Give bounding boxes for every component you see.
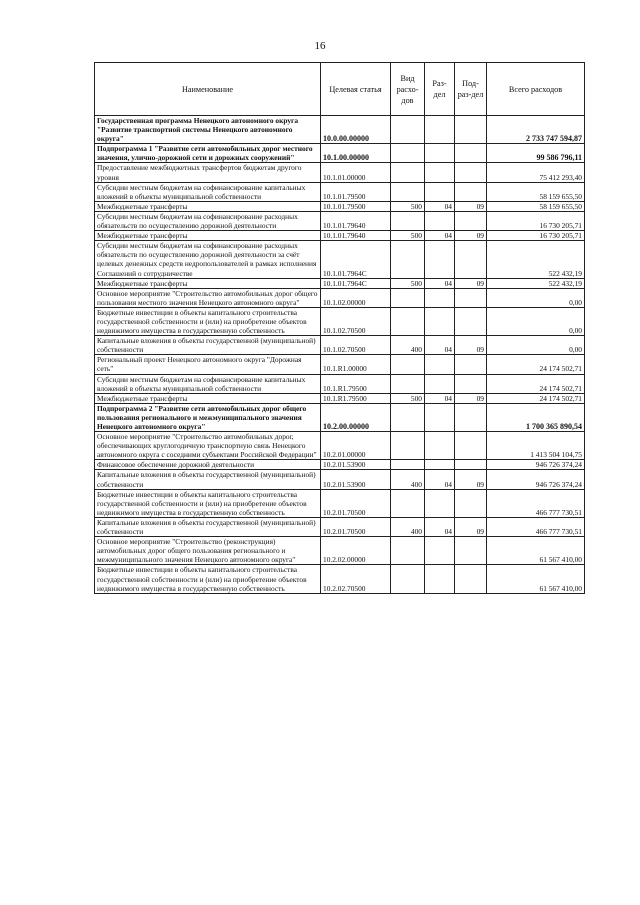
row-code: 10.1.01.79640 xyxy=(321,231,391,241)
row-total: 24 174 502,71 xyxy=(487,355,585,374)
row-section: 04 xyxy=(425,470,455,489)
row-name: Субсидии местным бюджетам на софинансирование капитальных вложений в объекты муниципальной собственности xyxy=(95,182,321,201)
row-total: 24 174 502,71 xyxy=(487,393,585,403)
row-code: 10.1.00.00000 xyxy=(321,144,391,163)
row-code: 10.1.01.79500 xyxy=(321,182,391,201)
row-code: 10.2.00.00000 xyxy=(321,403,391,431)
row-code: 10.2.01.53900 xyxy=(321,470,391,489)
row-section xyxy=(425,241,455,278)
row-kind xyxy=(391,211,425,230)
table-row xyxy=(95,231,585,241)
row-subsection: 09 xyxy=(455,470,487,489)
row-total: 61 567 410,00 xyxy=(487,565,585,593)
row-name: Подпрограмма 2 "Развитие сети автомобильных дорог общего пользования регионального и межмуниципального значения Ненецкого автономного округа" xyxy=(95,403,321,431)
table-row xyxy=(95,163,585,182)
row-total: 99 586 796,11 xyxy=(487,144,585,163)
row-name: Бюджетные инвестиции в объекты капитального строительства государственной собственности и (или) на приобретение объектов недвижимого имущества в государственную собственность xyxy=(95,307,321,335)
table-row xyxy=(95,517,585,536)
row-kind xyxy=(391,537,425,565)
row-subsection xyxy=(455,241,487,278)
row-code: 10.2.01.70500 xyxy=(321,489,391,517)
header-code: Целевая статья xyxy=(321,63,391,116)
row-code: 10.1.R1.79500 xyxy=(321,393,391,403)
row-total: 946 726 374,24 xyxy=(487,460,585,470)
table-row xyxy=(95,278,585,288)
table-row xyxy=(95,403,585,431)
row-code: 10.1.01.7964С xyxy=(321,278,391,288)
row-subsection xyxy=(455,211,487,230)
row-name: Бюджетные инвестиции в объекты капитального строительства государственной собственности и (или) на приобретение объектов недвижимого имущества в государственную собственность xyxy=(95,565,321,593)
row-subsection xyxy=(455,163,487,182)
row-kind xyxy=(391,489,425,517)
row-name: Подпрограмма 1 "Развитие сети автомобильных дорог местного значения, улично-дорожной сети и дорожных сооружений" xyxy=(95,144,321,163)
row-name: Предоставление межбюджетных трансфертов бюджетам другого уровня xyxy=(95,163,321,182)
row-kind xyxy=(391,374,425,393)
table-row xyxy=(95,432,585,460)
row-kind xyxy=(391,460,425,470)
row-kind xyxy=(391,288,425,307)
header-name: Наименование xyxy=(95,63,321,116)
row-subsection xyxy=(455,374,487,393)
row-code: 10.1.02.70500 xyxy=(321,307,391,335)
row-kind: 400 xyxy=(391,517,425,536)
row-name: Бюджетные инвестиции в объекты капитального строительства государственной собственности и (или) на приобретение объектов недвижимого имущества в государственную собственность xyxy=(95,489,321,517)
row-section: 04 xyxy=(425,336,455,355)
row-subsection xyxy=(455,116,487,144)
row-total: 522 432,19 xyxy=(487,278,585,288)
row-subsection xyxy=(455,460,487,470)
row-code: 10.1.R1.00000 xyxy=(321,355,391,374)
table-header-row xyxy=(95,63,585,116)
row-section: 04 xyxy=(425,517,455,536)
row-code: 10.2.01.70500 xyxy=(321,517,391,536)
row-section xyxy=(425,565,455,593)
row-kind: 500 xyxy=(391,201,425,211)
row-section xyxy=(425,144,455,163)
table-row xyxy=(95,288,585,307)
row-total: 2 733 747 594,87 xyxy=(487,116,585,144)
row-kind xyxy=(391,241,425,278)
row-kind: 400 xyxy=(391,470,425,489)
row-code: 10.2.02.00000 xyxy=(321,537,391,565)
row-section xyxy=(425,211,455,230)
budget-table xyxy=(94,62,585,594)
table-row xyxy=(95,211,585,230)
row-code: 10.2.01.53900 xyxy=(321,460,391,470)
row-subsection xyxy=(455,537,487,565)
row-section xyxy=(425,537,455,565)
row-name: Финансовое обеспечение дорожной деятельности xyxy=(95,460,321,470)
row-total: 522 432,19 xyxy=(487,241,585,278)
header-subsection: Под-раз-дел xyxy=(455,63,487,116)
row-code: 10.1.01.79500 xyxy=(321,201,391,211)
row-section xyxy=(425,288,455,307)
table-row xyxy=(95,355,585,374)
header-section: Раз-дел xyxy=(425,63,455,116)
table-row xyxy=(95,201,585,211)
table-row xyxy=(95,460,585,470)
row-subsection xyxy=(455,355,487,374)
row-code: 10.1.01.7964С xyxy=(321,241,391,278)
row-name: Межбюджетные трансферты xyxy=(95,393,321,403)
row-section xyxy=(425,374,455,393)
row-subsection: 09 xyxy=(455,517,487,536)
table-row xyxy=(95,489,585,517)
row-name: Субсидии местным бюджетам на софинансирование капитальных вложений в объекты муниципальной собственности xyxy=(95,374,321,393)
row-code: 10.2.02.70500 xyxy=(321,565,391,593)
row-section: 04 xyxy=(425,278,455,288)
row-subsection: 09 xyxy=(455,336,487,355)
row-section: 04 xyxy=(425,393,455,403)
table-row xyxy=(95,393,585,403)
row-total: 0,00 xyxy=(487,288,585,307)
table-row xyxy=(95,144,585,163)
header-total: Всего расходов xyxy=(487,63,585,116)
row-section xyxy=(425,489,455,517)
row-kind: 400 xyxy=(391,336,425,355)
row-subsection: 09 xyxy=(455,278,487,288)
row-kind: 500 xyxy=(391,278,425,288)
row-name: Государственная программа Ненецкого автономного округа "Развитие транспортной системы Ненецкого автономного округа" xyxy=(95,116,321,144)
row-name: Капитальные вложения в объекты государственной (муниципальной) собственности xyxy=(95,470,321,489)
row-name: Субсидии местным бюджетам на софинансирование расходных обязательств по осуществлению дорожной деятельности xyxy=(95,211,321,230)
row-kind xyxy=(391,307,425,335)
row-subsection xyxy=(455,182,487,201)
row-code: 10.1.02.00000 xyxy=(321,288,391,307)
row-kind xyxy=(391,565,425,593)
table-row xyxy=(95,537,585,565)
row-total: 1 413 504 104,75 xyxy=(487,432,585,460)
table-body xyxy=(95,116,585,594)
row-code: 10.1.02.70500 xyxy=(321,336,391,355)
row-section xyxy=(425,432,455,460)
table-row xyxy=(95,241,585,278)
row-subsection xyxy=(455,307,487,335)
row-kind: 500 xyxy=(391,393,425,403)
row-code: 10.1.01.79640 xyxy=(321,211,391,230)
row-code: 10.2.01.00000 xyxy=(321,432,391,460)
row-name: Основное мероприятие "Строительство автомобильных дорог общего пользования местного значения Ненецкого автономного округа" xyxy=(95,288,321,307)
page-number: 16 xyxy=(314,40,326,52)
row-total: 466 777 730,51 xyxy=(487,517,585,536)
table-row xyxy=(95,565,585,593)
row-name: Основное мероприятие "Строительство автомобильных дорог, обеспечивающих круглогодичную транспортную связь Ненецкого автономного округа с соседними субъектами Российской Федерации" xyxy=(95,432,321,460)
row-name: Межбюджетные трансферты xyxy=(95,278,321,288)
row-subsection xyxy=(455,403,487,431)
row-section xyxy=(425,182,455,201)
row-name: Межбюджетные трансферты xyxy=(95,201,321,211)
table-row xyxy=(95,182,585,201)
row-section xyxy=(425,163,455,182)
row-code: 10.0.00.00000 xyxy=(321,116,391,144)
row-kind xyxy=(391,355,425,374)
row-kind xyxy=(391,163,425,182)
row-total: 16 730 205,71 xyxy=(487,211,585,230)
row-kind: 500 xyxy=(391,231,425,241)
row-total: 466 777 730,51 xyxy=(487,489,585,517)
row-name: Основное мероприятие "Строительство (реконструкция) автомобильных дорог общего пользования регионального и межмуниципального значения Ненецкого автономного округа" xyxy=(95,537,321,565)
row-code: 10.1.R1.79500 xyxy=(321,374,391,393)
row-subsection xyxy=(455,288,487,307)
row-subsection xyxy=(455,489,487,517)
row-name: Капитальные вложения в объекты государственной (муниципальной) собственности xyxy=(95,517,321,536)
row-total: 1 700 365 890,54 xyxy=(487,403,585,431)
row-name: Межбюджетные трансферты xyxy=(95,231,321,241)
row-total: 58 159 655,50 xyxy=(487,201,585,211)
row-section xyxy=(425,355,455,374)
row-subsection: 09 xyxy=(455,393,487,403)
row-total: 24 174 502,71 xyxy=(487,374,585,393)
row-kind xyxy=(391,182,425,201)
table-row xyxy=(95,116,585,144)
row-kind xyxy=(391,403,425,431)
row-total: 0,00 xyxy=(487,336,585,355)
row-subsection xyxy=(455,565,487,593)
row-total: 16 730 205,71 xyxy=(487,231,585,241)
row-kind xyxy=(391,116,425,144)
header-kind: Вид расхо-дов xyxy=(391,63,425,116)
table-row xyxy=(95,307,585,335)
row-kind xyxy=(391,432,425,460)
row-section xyxy=(425,460,455,470)
row-code: 10.1.01.00000 xyxy=(321,163,391,182)
table-row xyxy=(95,470,585,489)
row-subsection: 09 xyxy=(455,231,487,241)
row-total: 75 412 293,40 xyxy=(487,163,585,182)
row-total: 61 567 410,00 xyxy=(487,537,585,565)
row-name: Субсидии местным бюджетам на софинансирование расходных обязательств по осуществлению дорожной деятельности за счёт целевых денежных средств недропользователей в рамках исполнения Соглашений о сотрудничестве xyxy=(95,241,321,278)
table-row xyxy=(95,336,585,355)
row-total: 0,00 xyxy=(487,307,585,335)
row-section: 04 xyxy=(425,231,455,241)
row-kind xyxy=(391,144,425,163)
row-subsection xyxy=(455,144,487,163)
row-total: 58 159 655,50 xyxy=(487,182,585,201)
row-name: Региональный проект Ненецкого автономного округа "Дорожная сеть" xyxy=(95,355,321,374)
row-total: 946 726 374,24 xyxy=(487,470,585,489)
row-name: Капитальные вложения в объекты государственной (муниципальной) собственности xyxy=(95,336,321,355)
row-section xyxy=(425,307,455,335)
row-subsection xyxy=(455,432,487,460)
row-subsection: 09 xyxy=(455,201,487,211)
row-section: 04 xyxy=(425,201,455,211)
row-section xyxy=(425,403,455,431)
row-section xyxy=(425,116,455,144)
table-row xyxy=(95,374,585,393)
